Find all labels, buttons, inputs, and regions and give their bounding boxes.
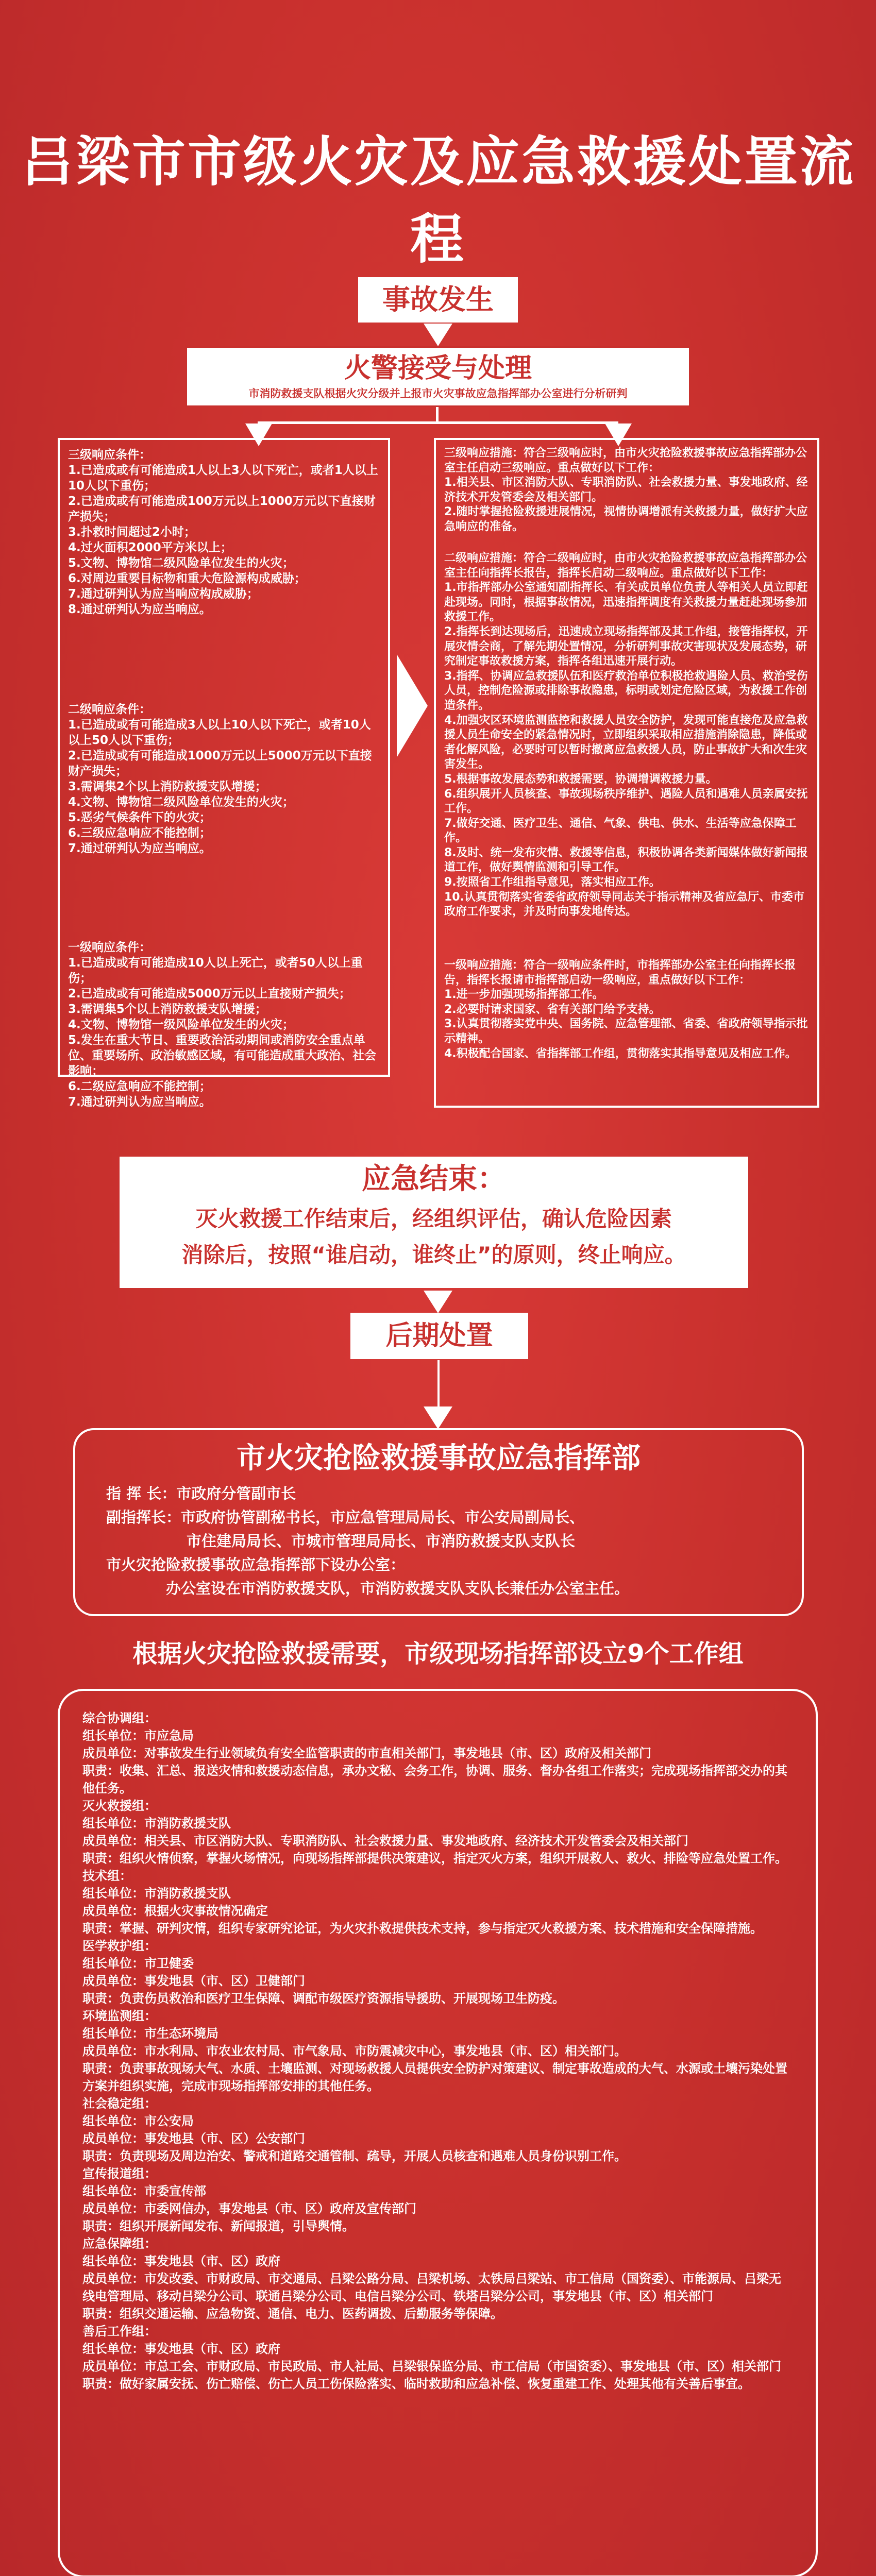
arrow-down-icon xyxy=(424,1406,452,1429)
alarm-title: 火警接受与处理 xyxy=(344,353,532,384)
hq-chief-label: 指 挥 长： xyxy=(106,1485,177,1502)
work-group xyxy=(82,1867,793,1937)
level2-conditions: 二级响应条件： 1.已造成或有可能造成3人以上10人以下死亡，或者10人以上50人以下重伤； 2.已造成或有可能造成1000万元以上5000万元以下直接财产损失； 3.需调集2个以上消防救援支队增援； 4.文物、博物馆二级风险单位发生的火灾； 5.恶劣气候条件下的火灾； 6.三级应急响应不能控制； 7.通过研判认为应当响应。 xyxy=(68,703,372,855)
level2-measures: 二级响应措施：符合二级响应时，由市火灾抢险救援事故应急指挥部办公室主任向指挥长报告，指挥长启动二级响应。重点做好以下工作： 1.市指挥部办公室通知副指挥长、有关成员单位负责人等相关人员立即赶赴现场。同时，根据事故情况，迅速指挥调度有关救援力量赶赴现场参加救援工作。 2.指挥长到达现场后，迅速成立现场指挥部及其工作组，接管指挥权，开展灾情会商，了解先期处置情况，分析研判事故灾害现状及发展态势，研究制定事故救援方案，指挥各组迅速开展行动。 3.指挥、协调应急救援队伍和医疗救治单位积极抢救遇险人员、救治受伤人员，控制危险源或排除事故隐患，标明或划定危险区域，为救援工作创造条件。 4.加强灾区环境监测监控和救援人员安全防护，发现可能直接危及应急救援人员生命安全的紧急情况时，立即组织采取相应措施消除隐患，降低或者化解风险，必要时可以暂时撤离应急救援人员，防止事故扩大和次生灾害发生。 5.根据事故发展态势和救援需要，协调增调救援力量。 6.组织展开人员核查、事故现场秩序维护、遇险人员和遇难人员亲属安抚工作。 7.做好交通、医疗卫生、通信、气象、供电、供水、生活等应急保障工作。 8.及时、统一发布灾情、救援等信息，积极协调各类新闻媒体做好新闻报道工作，做好舆情监测和引导工作。 9.按照省工作组指导意见，落实相应工作。 10.认真贯彻落实省委省政府领导同志关于指示精神及省应急厅、市委市政府工作要求，并及时向事发地传达。 xyxy=(444,552,808,919)
work-group-line: 成员单位：事发地县（市、区）卫健部门 xyxy=(82,1974,305,1988)
accident-box: 事故发生 xyxy=(358,277,518,323)
branch-line xyxy=(258,421,618,424)
work-group-line: 成员单位：相关县、市区消防大队、专职消防队、社会救援力量、事发地政府、经济技术开发管委会及相关部门 xyxy=(82,1834,688,1848)
work-group-name: 宣传报道组： xyxy=(82,2166,157,2181)
work-group-line: 职责：负责现场及周边治安、警戒和道路交通管制、疏导，开展人员核查和遇难人员身份识别工作。 xyxy=(82,2149,627,2163)
work-group-line: 组长单位：市生态环境局 xyxy=(82,2026,218,2041)
work-group-line: 组长单位：市应急局 xyxy=(82,1728,194,1743)
branch-line xyxy=(436,407,439,422)
work-group-line: 组长单位：市卫健委 xyxy=(82,1956,194,1971)
alarm-subtitle: 市消防救援支队根据火灾分级并上报市火灾事故应急指挥部办公室进行分析研判 xyxy=(248,387,628,400)
work-group-line: 职责：掌握、研判灾情，组织专家研究论证，为火灾扑救提供技术支持，参与指定灭火救援方案、技术措施和安全保障措施。 xyxy=(82,1921,763,1936)
hq-chief-row xyxy=(106,1482,296,1505)
work-group-line: 职责：负责事故现场大气、水质、土壤监测、对现场救援人员提供安全防护对策建议、制定事故造成的大气、水源或土壤污染处置方案并组织实施，完成市现场指挥部安排的其他任务。 xyxy=(82,2061,787,2093)
aftermath-box: 后期处置 xyxy=(350,1313,528,1359)
connector-line xyxy=(437,1360,440,1412)
work-group-line: 成员单位：市发改委、市财政局、市交通局、吕梁公路分局、吕梁机场、太铁局吕梁站、市工信局（国资委）、市能源局、吕梁无线电管理局、移动吕梁分公司、联通吕梁分公司、电信吕梁分公司、铁塔吕梁分公司，事发地县（市、区）相关部门 xyxy=(82,2272,781,2303)
emergency-end-line1: 灭火救援工作结束后，经组织评估，确认危险因素 xyxy=(195,1206,672,1231)
work-group xyxy=(82,1709,793,1797)
hq-deputy2: 市住建局局长、市城市管理局局长、市消防救援支队支队长 xyxy=(187,1532,576,1550)
work-group-line: 成员单位：市水利局、市农业农村局、市气象局、市防震减灾中心，事发地县（市、区）相关部门。 xyxy=(82,2044,627,2058)
work-group-name: 医学救护组： xyxy=(82,1939,157,1953)
response-conditions-box xyxy=(58,438,390,1109)
work-group-name: 灭火救援组： xyxy=(82,1799,157,1813)
work-group-line: 职责：做好家属安抚、伤亡赔偿、伤亡人员工伤保险落实、临时救助和应急补偿、恢复重建工作、处理其他有关善后事宜。 xyxy=(82,2377,750,2391)
work-group xyxy=(82,2095,793,2165)
emergency-end-box xyxy=(120,1157,748,1288)
hq-chief: 市政府分管副市长 xyxy=(176,1485,296,1502)
work-group-line: 职责：负责伤员救治和医疗卫生保障、调配市级医疗资源指导援助、开展现场卫生防疫。 xyxy=(82,1991,565,2006)
work-group-line: 组长单位：事发地县（市、区）政府 xyxy=(82,2342,280,2356)
hq-deputy1: 市政府协管副秘书长，市应急管理局局长、市公安局副局长、 xyxy=(181,1509,585,1526)
hq-deputy-row xyxy=(106,1505,584,1529)
work-group xyxy=(82,2235,793,2323)
command-hq-box xyxy=(73,1428,804,1616)
work-group-line: 组长单位：市消防救援支队 xyxy=(82,1816,231,1831)
work-group-line: 职责：组织交通运输、应急物资、通信、电力、医药调拨、后勤服务等保障。 xyxy=(82,2307,503,2321)
work-group-line: 组长单位：市公安局 xyxy=(82,2114,194,2128)
work-group-name: 综合协调组： xyxy=(82,1711,157,1725)
work-group xyxy=(82,2323,793,2393)
hq-office-label: 市火灾抢险救援事故应急指挥部下设办公室： xyxy=(106,1556,406,1573)
arrow-right-icon xyxy=(397,654,428,757)
work-group-name: 技术组： xyxy=(82,1869,132,1883)
arrow-down-icon xyxy=(424,1291,452,1313)
alarm-box xyxy=(186,346,690,407)
work-group-line: 组长单位：市委宣传部 xyxy=(82,2184,206,2198)
hq-deputy-label: 副指挥长： xyxy=(106,1509,181,1526)
work-group-line: 成员单位：根据火灾事故情况确定 xyxy=(82,1904,268,1918)
emergency-end-line2: 消除后，按照“谁启动，谁终止”的原则，终止响应。 xyxy=(181,1242,686,1267)
work-group xyxy=(82,2007,793,2095)
response-measures-box xyxy=(434,438,819,1108)
level3-conditions: 三级响应条件： 1.已造成或有可能造成1人以上3人以下死亡，或者1人以上10人以下重伤； 2.已造成或有可能造成100万元以上1000万元以下直接财产损失； 3.扑救时间超过2小时； 4.过火面积2000平方米以上； 5.文物、博物馆二级风险单位发生的火灾； 6.对周边重要目标物和重大危险源构成威胁； 7.通过研判认为应当响应构成威胁； 8.通过研判认为应当响应。 xyxy=(68,448,378,616)
work-group xyxy=(82,1797,793,1867)
work-group-name: 善后工作组： xyxy=(82,2324,157,2338)
arrow-down-icon xyxy=(424,324,452,346)
work-group-line: 职责：组织开展新闻发布、新闻报道，引导舆情。 xyxy=(82,2219,355,2233)
work-group xyxy=(82,1937,793,2007)
work-group-line: 成员单位：对事故发生行业领域负有安全监管职责的市直相关部门，事发地县（市、区）政府及相关部门 xyxy=(82,1746,651,1760)
work-group-line: 成员单位：市委网信办，事发地县（市、区）政府及宣传部门 xyxy=(82,2201,416,2216)
work-group-line: 成员单位：事发地县（市、区）公安部门 xyxy=(82,2131,305,2146)
level1-conditions: 一级响应条件： 1.已造成或有可能造成10人以上死亡，或者50人以上重伤； 2.已造成或有可能造成5000万元以上直接财产损失； 3.需调集5个以上消防救援支队增援； 4.文物、博物馆一级风险单位发生的火灾； 5.发生在重大节日、重要政治活动期间或消防安全重点单位、重要场所、政治敏感区域，有可能造成重大政治、社会影响； 6.二级应急响应不能控制； 7.通过研判认为应当响应。 xyxy=(68,941,376,1109)
work-group-line: 组长单位：事发地县（市、区）政府 xyxy=(82,2254,280,2268)
level3-measures: 三级响应措施：符合三级响应时，由市火灾抢险救援事故应急指挥部办公室主任启动三级响应。重点做好以下工作： 1.相关县、市区消防大队、专职消防队、社会救援力量、事发地政府、经济技术开发管委会及相关部门。 2.随时掌握抢险救援进展情况，视情协调增派有关救援力量，做好扩大应急响应的准备。 xyxy=(444,447,808,533)
hq-title: 市火灾抢险救援事故应急指挥部 xyxy=(237,1442,641,1475)
work-group-line: 组长单位：市消防救援支队 xyxy=(82,1886,231,1901)
level1-measures: 一级响应措施：符合一级响应条件时，市指挥部办公室主任向指挥长报告，指挥长报请市指挥部启动一级响应，重点做好以下工作： 1.进一步加强现场指挥部工作。 2.必要时请求国家、省有关部门给予支持。 3.认真贯彻落实党中央、国务院、应急管理部、省委、省政府领导指示批示精神。 4.积极配合国家、省指挥部工作组，贯彻落实其指导意见及相应工作。 xyxy=(444,959,808,1060)
work-group-line: 职责：收集、汇总、报送灾情和救援动态信息，承办文秘、会务工作，协调、服务、督办各组工作落实；完成现场指挥部交办的其他任务。 xyxy=(82,1764,787,1795)
work-groups-list xyxy=(82,1709,793,2393)
work-groups-box xyxy=(58,1689,818,2576)
work-group xyxy=(82,2165,793,2235)
emergency-end-title: 应急结束： xyxy=(362,1162,506,1196)
work-group-name: 社会稳定组： xyxy=(82,2096,157,2111)
page-title: 吕梁市市级火灾及应急救援处置流程 xyxy=(20,130,855,270)
work-group-line: 职责：组织火情侦察，掌握火场情况，向现场指挥部提供决策建议，指定灭火方案，组织开展救人、救火、排险等应急处置工作。 xyxy=(82,1851,787,1866)
work-group-name: 环境监测组： xyxy=(82,2009,157,2023)
hq-office: 办公室设在市消防救援支队，市消防救援支队支队长兼任办公室主任。 xyxy=(166,1580,630,1597)
work-group-line: 成员单位：市总工会、市财政局、市民政局、市人社局、吕梁银保监分局、市工信局（市国资委）、事发地县（市、区）相关部门 xyxy=(82,2359,781,2374)
groups-heading: 根据火灾抢险救援需要，市级现场指挥部设立9个工作组 xyxy=(132,1639,744,1668)
work-group-name: 应急保障组： xyxy=(82,2236,157,2251)
